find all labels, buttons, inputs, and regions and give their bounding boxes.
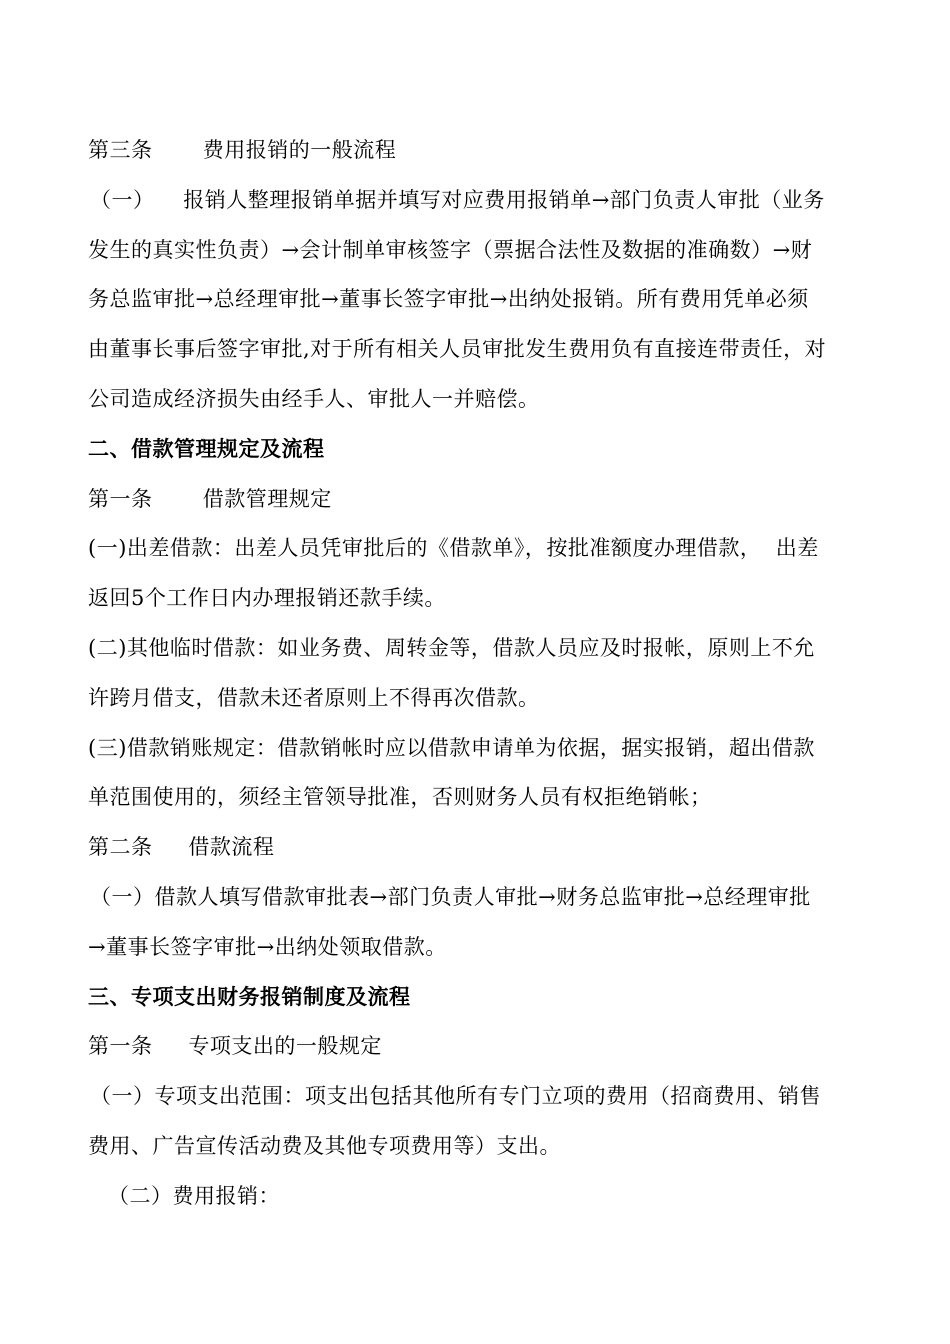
special-scope-line-1: （一）专项支出范围：项支出包括其他所有专门立项的费用（招商费用、销售: [90, 1084, 821, 1109]
reimbursement-flow-line-2: 发生的真实性负责）→会计制单审核签字（票据合法性及数据的准确数）→财: [88, 237, 813, 262]
loan-flow-line-2: →董事长签字审批→出纳处领取借款。: [88, 934, 447, 959]
temp-loan-line-1: (二)其他临时借款：如业务费、周转金等，借款人员应及时报帐，原则上不允: [88, 635, 815, 660]
reimbursement-flow-line-1: （一） 报销人整理报销单据并填写对应费用报销单→部门负责人审批（业务: [90, 187, 825, 212]
special-scope-line-2: 费用、广告宣传活动费及其他专项费用等）支出。: [88, 1133, 561, 1158]
article-1-title: 第一条 借款管理规定: [88, 486, 332, 511]
travel-loan-line-1: (一)出差借款：出差人员凭审批后的《借款单》，按批准额度办理借款， 出差: [88, 536, 819, 561]
loan-writeoff-line-1: (三)借款销账规定：借款销帐时应以借款申请单为依据，据实报销，超出借款: [88, 735, 815, 760]
reimbursement-flow-line-3: 务总监审批→总经理审批→董事长签字审批→出纳处报销。所有费用凭单必须: [88, 287, 809, 312]
reimbursement-flow-line-5: 公司造成经济损失由经手人、审批人一并赔偿。: [88, 386, 540, 411]
article-3-title: 第三条 费用报销的一般流程: [88, 138, 397, 162]
temp-loan-line-2: 许跨月借支，借款未还者原则上不得再次借款。: [88, 685, 540, 710]
section-heading-loans: 二、借款管理规定及流程: [88, 436, 325, 461]
travel-loan-line-2: 返回5个工作日内办理报销还款手续。: [88, 586, 446, 611]
section-heading-special-expenses: 三、专项支出财务报销制度及流程: [88, 984, 411, 1009]
expense-reimbursement-subheading: （二）费用报销：: [108, 1183, 280, 1208]
article-2-title: 第二条 借款流程: [88, 835, 275, 860]
reimbursement-flow-line-4: 由董事长事后签字审批,对于所有相关人员审批发生费用负有直接连带责任，对: [88, 337, 827, 362]
special-article-1-title: 第一条 专项支出的一般规定: [88, 1034, 382, 1059]
loan-writeoff-line-2: 单范围使用的，须经主管领导批准，否则财务人员有权拒绝销帐；: [88, 785, 712, 810]
loan-flow-line-1: （一）借款人填写借款审批表→部门负责人审批→财务总监审批→总经理审批: [90, 884, 811, 909]
document-page: [88, 126, 863, 1222]
